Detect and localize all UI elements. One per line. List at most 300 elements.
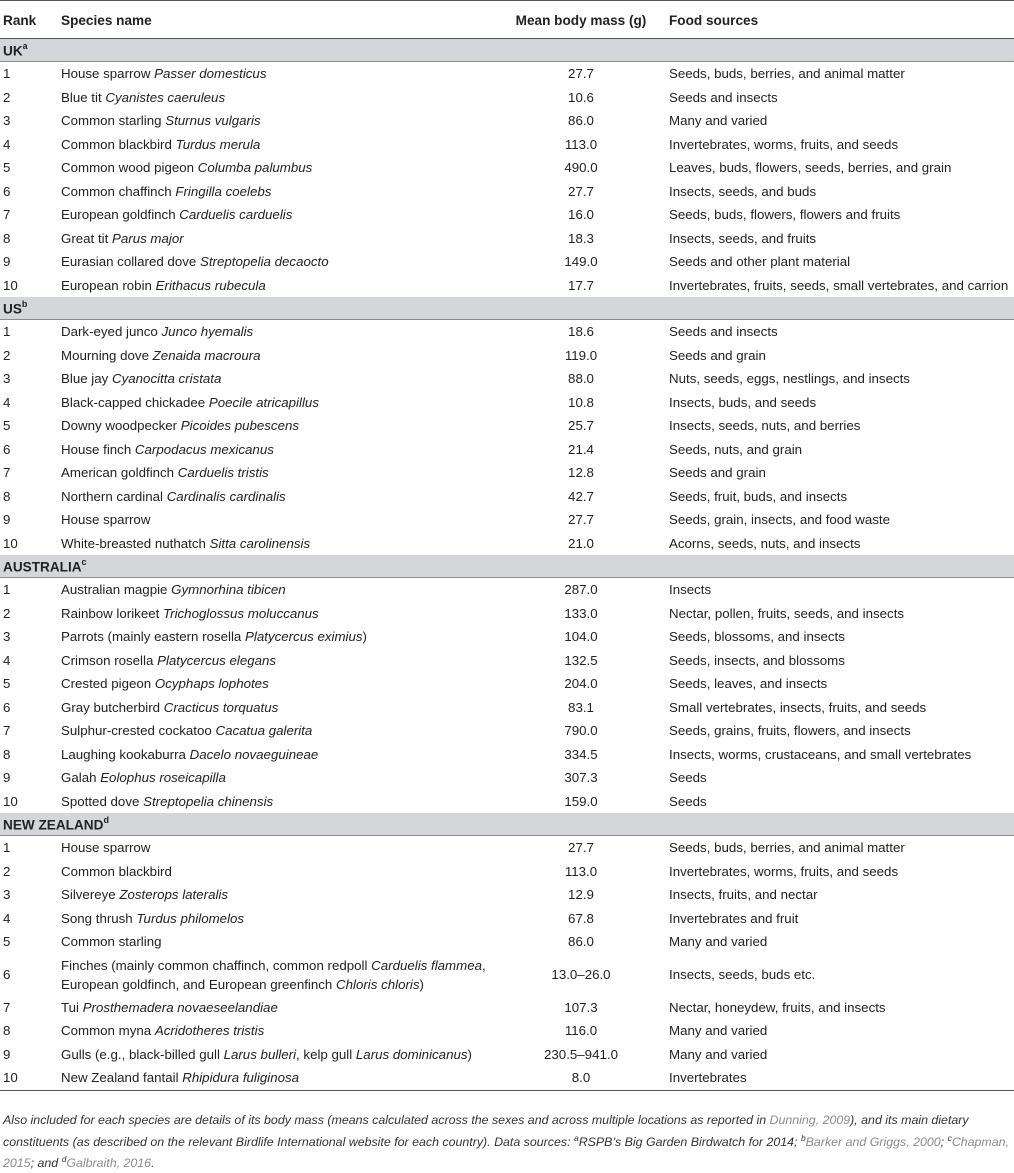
table-row: [0, 414, 1014, 438]
table-row: [0, 320, 1014, 344]
table-row: [0, 180, 1014, 204]
food-cell: Leaves, buds, flowers, seeds, berries, and grain: [669, 160, 952, 176]
species-cell: [61, 508, 493, 532]
mass-cell: 104.0: [564, 629, 598, 645]
rank-cell: 6: [3, 441, 11, 457]
food-cell: Insects, seeds, buds etc.: [669, 967, 816, 982]
table-row: [0, 508, 1014, 532]
table-row: [0, 86, 1014, 110]
table-row: [0, 367, 1014, 391]
common-name: Common wood pigeon: [61, 160, 195, 176]
scientific-name: Prosthemadera novaeseelandiae: [82, 999, 278, 1015]
table-row: [0, 203, 1014, 227]
scientific-name: Cyanocitta cristata: [112, 371, 222, 387]
footnote-end: .: [151, 1156, 155, 1171]
common-name: Blue jay: [61, 371, 109, 387]
rank-cell: 4: [3, 136, 11, 152]
section-footnote-mark: b: [21, 298, 28, 309]
table-row: [0, 766, 1014, 790]
scientific-name: Turdus merula: [175, 136, 261, 152]
scientific-name: Junco hyemalis: [161, 324, 254, 340]
scientific-name: Streptopelia decaocto: [199, 254, 329, 270]
table-row: [0, 836, 1014, 860]
mass-cell: 10.8: [568, 394, 594, 410]
mass-cell: 287.0: [564, 582, 598, 598]
species-cell: [61, 250, 493, 274]
mass-cell: 86.0: [568, 934, 594, 950]
species-cell: [61, 391, 493, 415]
rank-cell: 5: [3, 934, 11, 950]
footnote-sep-b: ;: [940, 1134, 948, 1149]
table-row: [0, 274, 1014, 298]
ref-galbraith[interactable]: Galbraith, 2016: [66, 1156, 152, 1171]
rank-cell: 6: [3, 967, 11, 982]
mass-cell: 10.6: [568, 89, 594, 105]
header-food: Food sources: [669, 2, 1014, 39]
table-row: [0, 109, 1014, 133]
section-title: [0, 555, 1014, 578]
footnote-mid: ), and its main dietary constituents (as described on the relevant Birdlife International website for each country). Data sources:: [3, 1113, 969, 1149]
rank-cell: 8: [3, 1023, 11, 1039]
food-cell: Seeds and insects: [669, 324, 778, 340]
rank-cell: 8: [3, 230, 11, 246]
table-row: [0, 790, 1014, 814]
mass-cell: 204.0: [564, 676, 598, 692]
table-row: [0, 1043, 1014, 1067]
scientific-name: Zenaida macroura: [152, 347, 261, 363]
mass-cell: 790.0: [564, 723, 598, 739]
species-cell: [61, 743, 493, 767]
common-name: Spotted dove: [61, 793, 140, 809]
food-cell: Nectar, pollen, fruits, seeds, and insects: [669, 605, 905, 621]
rank-cell: 9: [3, 254, 11, 270]
scientific-name: Carduelis carduelis: [179, 207, 293, 223]
rank-cell: 6: [3, 183, 11, 199]
section-name: NEW ZEALAND: [3, 817, 104, 833]
table-row: [0, 719, 1014, 743]
species-cell: [61, 156, 493, 180]
mass-cell: 18.6: [568, 324, 594, 340]
mass-cell: 107.3: [564, 999, 598, 1015]
section-header: [0, 555, 1014, 578]
ref-dunning[interactable]: Dunning, 2009: [769, 1113, 851, 1127]
species-cell: [61, 414, 493, 438]
scientific-name: Turdus philomelos: [136, 910, 245, 926]
species-cell: [61, 344, 493, 368]
section-name: UK: [3, 43, 23, 59]
rank-cell: 7: [3, 207, 11, 223]
section-footnote-mark: a: [22, 40, 28, 51]
footnote-sup-a: a: [573, 1132, 579, 1143]
section-header: [0, 813, 1014, 836]
scientific-name: Gymnorhina tibicen: [171, 582, 286, 598]
common-name: Crimson rosella: [61, 652, 154, 668]
food-cell: Seeds, nuts, and grain: [669, 441, 803, 457]
rank-cell: 7: [3, 465, 11, 481]
table-row: [0, 391, 1014, 415]
food-cell: Nuts, seeds, eggs, nestlings, and insects: [669, 371, 910, 387]
rank-cell: 4: [3, 652, 11, 668]
mass-cell: 18.3: [568, 230, 594, 246]
mass-cell: 119.0: [564, 347, 598, 363]
rank-cell: 10: [3, 793, 18, 809]
scientific-name: Picoides pubescens: [180, 418, 300, 434]
scientific-name: Larus bulleri: [223, 1046, 297, 1062]
food-cell: Many and varied: [669, 934, 768, 950]
mass-cell: 27.7: [568, 512, 594, 528]
common-name: Eurasian collared dove: [61, 254, 197, 270]
common-name: Sulphur-crested cockatoo: [61, 723, 212, 739]
table-row: [0, 625, 1014, 649]
section-header: [0, 39, 1014, 62]
table-row: [0, 954, 1014, 996]
common-name: Downy woodpecker: [61, 418, 178, 434]
scientific-name: Streptopelia chinensis: [143, 793, 274, 809]
rank-cell: 4: [3, 910, 11, 926]
food-cell: Seeds, buds, berries, and animal matter: [669, 66, 905, 82]
rank-cell: 10: [3, 535, 18, 551]
header-row: [0, 2, 1014, 39]
common-name: Common chaffinch: [61, 183, 172, 199]
common-name: American goldfinch: [61, 465, 175, 481]
rank-cell: 5: [3, 160, 11, 176]
species-cell: [61, 625, 493, 649]
food-cell: Insects, seeds, and buds: [669, 183, 817, 199]
species-cell: [61, 602, 493, 626]
common-name: Great tit: [61, 230, 109, 246]
table-row: [0, 532, 1014, 556]
scientific-name: Dacelo novaeguineae: [189, 746, 319, 762]
common-name: Parrots (mainly eastern rosella: [61, 629, 242, 645]
mass-cell: 12.9: [568, 887, 594, 903]
ref-barker-griggs[interactable]: Barker and Griggs, 2000: [805, 1134, 941, 1149]
table-row: [0, 344, 1014, 368]
footnote-sep-c: ; and: [30, 1156, 62, 1171]
scientific-name: Passer domesticus: [154, 66, 267, 82]
mass-cell: 12.8: [568, 465, 594, 481]
common-name: Common myna: [61, 1023, 152, 1039]
scientific-name: Larus dominicanus: [355, 1046, 468, 1062]
common-name: European goldfinch: [61, 207, 176, 223]
common-name: Laughing kookaburra: [61, 746, 186, 762]
food-cell: Insects, buds, and seeds: [669, 394, 817, 410]
common-name: Tui: [61, 999, 79, 1015]
table-row: [0, 485, 1014, 509]
table-row: [0, 743, 1014, 767]
species-cell: [61, 954, 493, 996]
scientific-name: Cyanistes caeruleus: [105, 89, 226, 105]
species-text: , kelp gull: [296, 1046, 356, 1062]
scientific-name: Parus major: [112, 230, 184, 246]
common-name: Northern cardinal: [61, 488, 163, 504]
species-cell: [61, 766, 493, 790]
mass-cell: 113.0: [564, 136, 598, 152]
species-cell: [61, 836, 493, 860]
common-name: Silvereye: [61, 887, 116, 903]
scientific-name: Erithacus rubecula: [155, 277, 266, 293]
scientific-name: Rhipidura fuliginosa: [182, 1070, 300, 1086]
scientific-name: Zosterops lateralis: [119, 887, 229, 903]
table-row: [0, 996, 1014, 1020]
common-name: Rainbow lorikeet: [61, 605, 160, 621]
mass-cell: 21.4: [568, 441, 594, 457]
species-cell: [61, 274, 493, 298]
table-row: [0, 860, 1014, 884]
mass-cell: 230.5–941.0: [544, 1046, 618, 1062]
species-cell: [61, 62, 493, 86]
common-name: House sparrow: [61, 66, 151, 82]
mass-cell: 88.0: [568, 371, 594, 387]
section-title: [0, 297, 1014, 320]
food-cell: Nectar, honeydew, fruits, and insects: [669, 999, 886, 1015]
mass-cell: 16.0: [568, 207, 594, 223]
common-name: Galah: [61, 770, 97, 786]
scientific-name: Chloris chloris: [336, 976, 420, 992]
section-footnote-mark: d: [103, 814, 109, 825]
species-text: Finches (mainly common chaffinch, common redpoll: [61, 957, 372, 973]
mass-cell: 83.1: [568, 699, 594, 715]
food-cell: Insects, seeds, nuts, and berries: [669, 418, 861, 434]
table-row: [0, 1019, 1014, 1043]
table-row: [0, 227, 1014, 251]
food-cell: Insects, seeds, and fruits: [669, 230, 817, 246]
rank-cell: 2: [3, 863, 11, 879]
food-cell: Seeds, fruit, buds, and insects: [669, 488, 848, 504]
species-cell: [61, 203, 493, 227]
scientific-name: Carduelis tristis: [177, 465, 269, 481]
food-cell: Seeds, blossoms, and insects: [669, 629, 845, 645]
food-cell: Invertebrates, worms, fruits, and seeds: [669, 136, 899, 152]
food-cell: Invertebrates and fruit: [669, 910, 799, 926]
mass-cell: 8.0: [493, 1066, 669, 1090]
common-name: Mourning dove: [61, 347, 149, 363]
table-row: [0, 1066, 1014, 1090]
mass-cell: 307.3: [564, 770, 598, 786]
scientific-name: Poecile atricapillus: [208, 394, 319, 410]
species-cell: [61, 930, 493, 954]
common-name: Common blackbird: [61, 863, 172, 879]
species-cell: [61, 109, 493, 133]
mass-cell: 149.0: [564, 254, 598, 270]
common-name: Common starling: [61, 113, 162, 129]
scientific-name: Columba palumbus: [197, 160, 313, 176]
rank-cell: 3: [3, 113, 11, 129]
scientific-name: Cracticus torquatus: [163, 699, 279, 715]
scientific-name: Sturnus vulgaris: [165, 113, 261, 129]
species-cell: [61, 1066, 493, 1090]
scientific-name: Platycercus elegans: [157, 652, 277, 668]
table-row: [0, 602, 1014, 626]
species-cell: [61, 438, 493, 462]
food-cell: Insects, worms, crustaceans, and small vertebrates: [669, 746, 972, 762]
rank-cell: 7: [3, 999, 11, 1015]
food-cell: Seeds: [669, 770, 707, 786]
section-name: AUSTRALIA: [3, 559, 82, 575]
common-name: Dark-eyed junco: [61, 324, 158, 340]
table-row: [0, 250, 1014, 274]
mass-cell: 17.7: [568, 277, 594, 293]
table-row: [0, 672, 1014, 696]
species-cell: [61, 1019, 493, 1043]
food-cell: Many and varied: [669, 1046, 768, 1062]
footnote-sup-c: c: [947, 1132, 952, 1143]
species-cell: [61, 180, 493, 204]
table-row: [0, 578, 1014, 602]
section-header: [0, 297, 1014, 320]
rank-cell: 2: [3, 347, 11, 363]
header-rank: Rank: [0, 2, 61, 39]
rank-cell: 2: [3, 89, 11, 105]
rank-cell: 1: [3, 582, 11, 598]
scientific-name: Fringilla coelebs: [175, 183, 272, 199]
common-name: Black-capped chickadee: [61, 394, 206, 410]
rank-cell: 9: [3, 1046, 11, 1062]
food-cell: Invertebrates: [669, 1066, 1014, 1090]
rank-cell: 9: [3, 770, 11, 786]
common-name: White-breasted nuthatch: [61, 535, 206, 551]
scientific-name: Carpodacus mexicanus: [134, 441, 274, 457]
food-cell: Insects, fruits, and nectar: [669, 887, 818, 903]
common-name: New Zealand fantail: [61, 1070, 179, 1086]
food-cell: Seeds and other plant material: [669, 254, 851, 270]
mass-cell: 21.0: [568, 535, 594, 551]
food-cell: Seeds, leaves, and insects: [669, 676, 828, 692]
scientific-name: Cacatua galerita: [215, 723, 313, 739]
scientific-name: Platycercus eximius: [245, 629, 363, 645]
rank-cell: 1: [3, 840, 11, 856]
table-body: [0, 39, 1014, 1091]
mass-cell: 334.5: [564, 746, 598, 762]
rank-cell: 10: [3, 277, 18, 293]
table-row: [0, 930, 1014, 954]
footnote-sup-b: b: [800, 1132, 806, 1143]
header-mass: Mean body mass (g): [493, 2, 669, 39]
species-cell: [61, 320, 493, 344]
mass-cell: 490.0: [564, 160, 598, 176]
species-cell: [61, 790, 493, 814]
table-row: [0, 438, 1014, 462]
food-cell: Invertebrates, fruits, seeds, small vertebrates, and carrion: [669, 277, 1009, 293]
section-footnote-mark: c: [81, 556, 87, 567]
table-row: [0, 883, 1014, 907]
section-title: [0, 39, 1014, 62]
food-cell: Seeds and grain: [669, 347, 766, 363]
species-cell: [61, 86, 493, 110]
species-cell: [61, 672, 493, 696]
species-cell: [61, 996, 493, 1020]
table-row: [0, 696, 1014, 720]
source-a: RSPB’s Big Garden Birdwatch for 2014;: [578, 1134, 801, 1149]
rank-cell: 3: [3, 887, 11, 903]
rank-cell: 8: [3, 488, 11, 504]
food-cell: Invertebrates, worms, fruits, and seeds: [669, 863, 899, 879]
rank-cell: 4: [3, 394, 11, 410]
species-text: , European goldfinch, and European greenfinch: [61, 957, 486, 992]
rank-cell: 6: [3, 699, 11, 715]
species-cell: [61, 649, 493, 673]
common-name: Crested pigeon: [61, 676, 152, 692]
species-cell: [61, 461, 493, 485]
mass-cell: 42.7: [568, 488, 594, 504]
species-cell: [61, 532, 493, 556]
scientific-name: Trichoglossus moluccanus: [163, 605, 319, 621]
mass-cell: 67.8: [568, 910, 594, 926]
scientific-name: Ocyphaps lophotes: [154, 676, 269, 692]
common-name: Australian magpie: [61, 582, 168, 598]
food-cell: Seeds, buds, flowers, flowers and fruits: [669, 207, 901, 223]
rank-cell: 8: [3, 746, 11, 762]
species-text: ): [467, 1046, 472, 1062]
species-text: ): [419, 976, 424, 992]
table-row: [0, 649, 1014, 673]
rank-cell: 1: [3, 66, 11, 82]
mass-cell: 113.0: [564, 863, 598, 879]
mass-cell: 133.0: [564, 605, 598, 621]
rank-cell: 7: [3, 723, 11, 739]
rank-cell: 1: [3, 324, 11, 340]
rank-cell: 3: [3, 371, 11, 387]
species-cell: [61, 860, 493, 884]
common-name: European robin: [61, 277, 152, 293]
common-name: Song thrush: [61, 910, 133, 926]
species-cell: [61, 907, 493, 931]
species-cell: [61, 133, 493, 157]
mass-cell: 159.0: [564, 793, 598, 809]
table-row: [0, 133, 1014, 157]
mass-cell: 27.7: [568, 840, 594, 856]
common-name: House finch: [61, 441, 132, 457]
rank-cell: 5: [3, 676, 11, 692]
food-cell: Seeds, insects, and blossoms: [669, 652, 845, 668]
common-name: Common blackbird: [61, 136, 172, 152]
food-cell: Acorns, seeds, nuts, and insects: [669, 535, 861, 551]
mass-cell: 13.0–26.0: [551, 967, 611, 982]
scientific-name: Cardinalis cardinalis: [166, 488, 286, 504]
species-cell: [61, 719, 493, 743]
species-text: Gulls (e.g., black-billed gull: [61, 1046, 224, 1062]
ref-chapman[interactable]: Chapman, 2015: [3, 1134, 1009, 1171]
mass-cell: 86.0: [568, 113, 594, 129]
common-name: Blue tit: [61, 89, 102, 105]
mass-cell: 25.7: [568, 418, 594, 434]
mass-cell: 132.5: [564, 652, 598, 668]
header-species: Species name: [61, 2, 493, 39]
scientific-name: Acridotheres tristis: [154, 1023, 265, 1039]
species-text: ): [362, 629, 367, 645]
rank-cell: 9: [3, 512, 11, 528]
species-cell: [61, 1043, 493, 1067]
food-cell: Many and varied: [669, 1023, 768, 1039]
table-row: [0, 156, 1014, 180]
scientific-name: Eolophus roseicapilla: [100, 770, 226, 786]
food-cell: Many and varied: [669, 113, 768, 129]
food-cell: Seeds, grain, insects, and food waste: [669, 512, 891, 528]
common-name: Common starling: [61, 934, 162, 950]
table-row: [0, 62, 1014, 86]
footnote-intro: Also included for each species are details of its body mass (means calculated across the sexes and across multiple locations as reported in: [3, 1113, 770, 1127]
mass-cell: 27.7: [568, 66, 594, 82]
mass-cell: 116.0: [564, 1023, 598, 1039]
table-row: [0, 907, 1014, 931]
common-name: House sparrow: [61, 512, 151, 528]
scientific-name: Sitta carolinensis: [209, 535, 311, 551]
rank-cell: 3: [3, 629, 11, 645]
food-cell: Seeds: [669, 793, 707, 809]
common-name: Gray butcherbird: [61, 699, 161, 715]
species-cell: [61, 227, 493, 251]
section-name: US: [3, 301, 22, 317]
species-cell: [61, 485, 493, 509]
